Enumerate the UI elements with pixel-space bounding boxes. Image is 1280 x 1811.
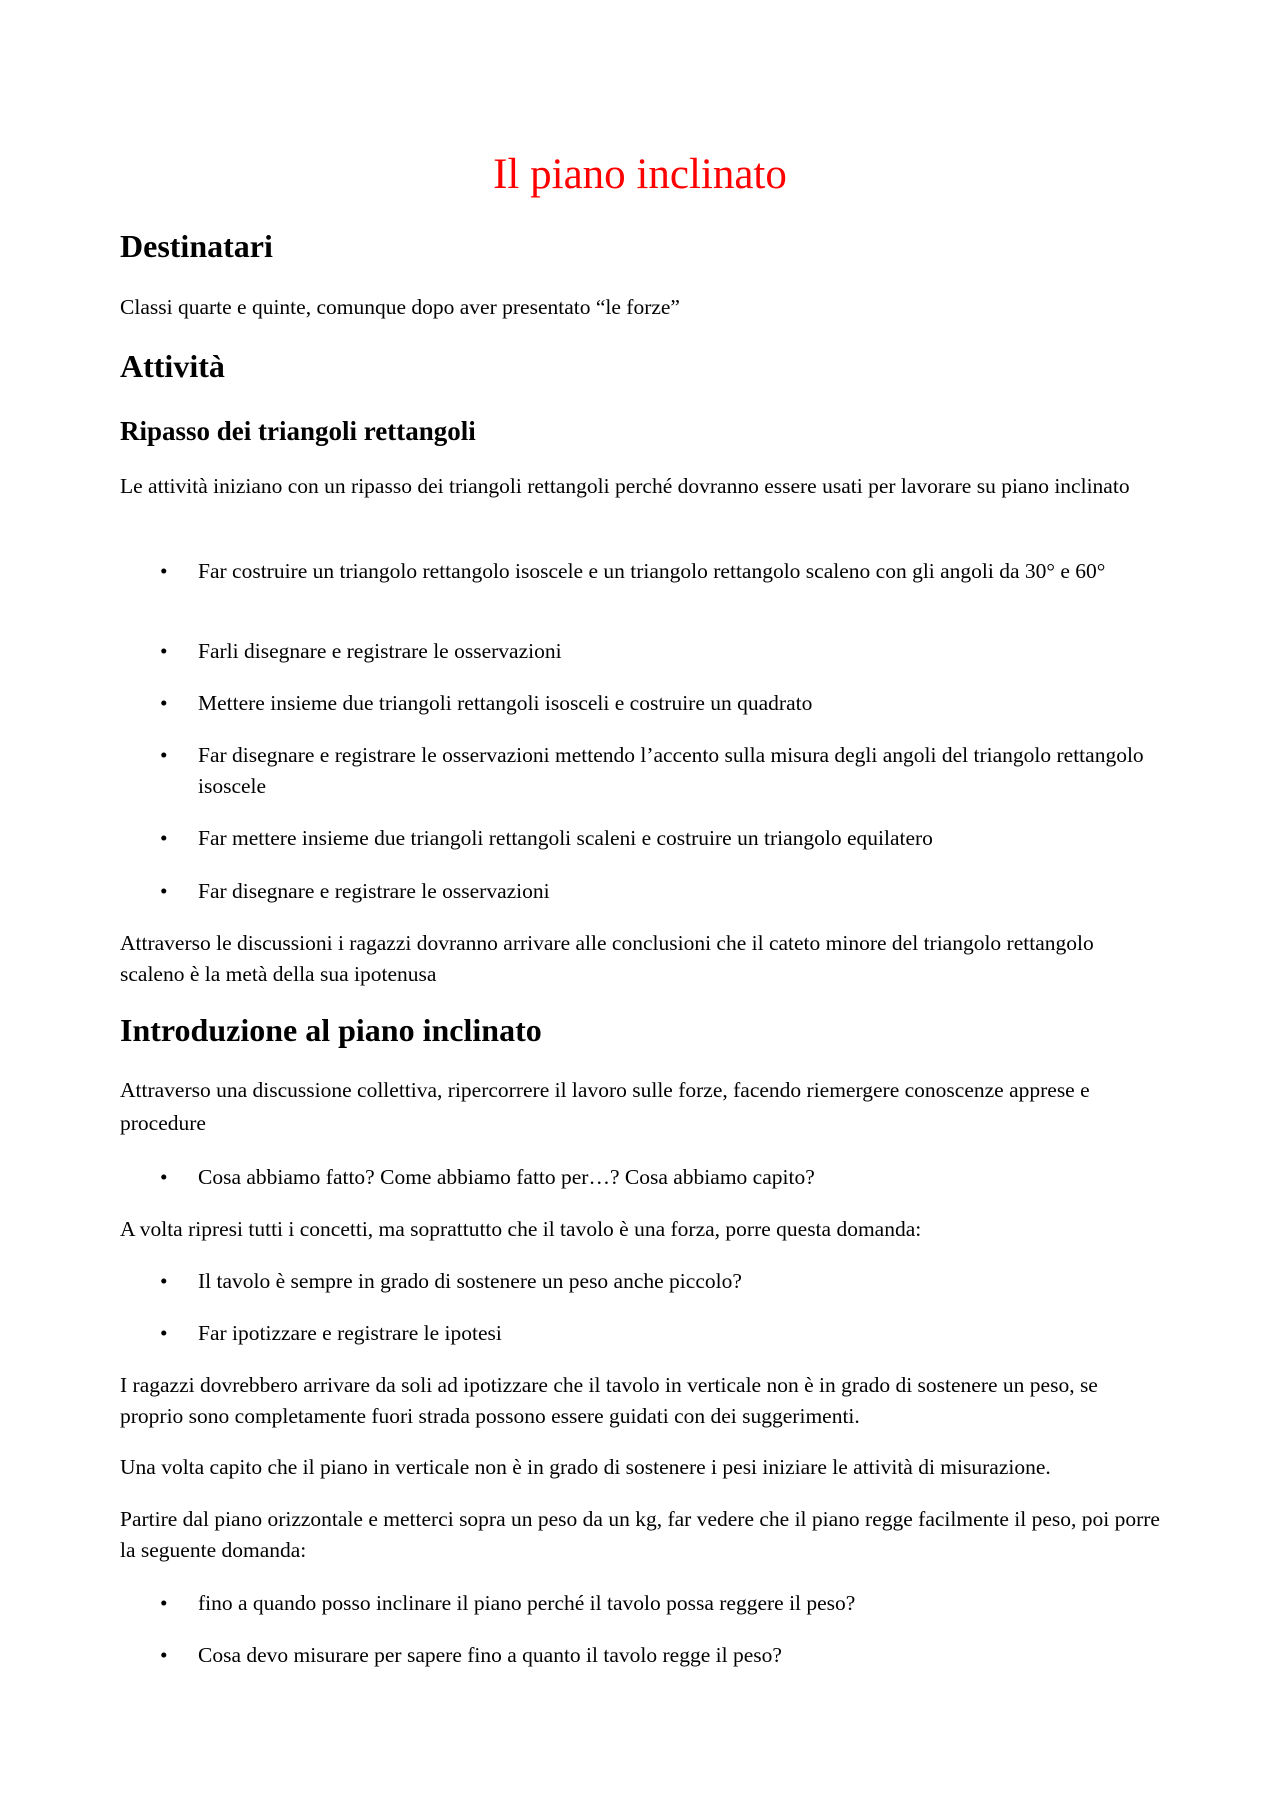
bullet-marker: • — [160, 691, 168, 715]
bullet-marker: • — [160, 1269, 168, 1293]
bullet-marker: • — [160, 879, 168, 903]
heading-ripasso: Ripasso dei triangoli rettangoli — [120, 416, 476, 446]
paragraph-ripasso-conclusion: Attraverso le discussioni i ragazzi dovranno arrivare alle conclusioni che il cateto minore del triangolo rettangolo scaleno è la metà della sua ipotenusa — [120, 931, 1094, 986]
list-item-text: Il tavolo è sempre in grado di sostenere un peso anche piccolo? — [198, 1269, 742, 1293]
list-item-text: Far costruire un triangolo rettangolo isoscele e un triangolo rettangolo scaleno con gli angoli da 30° e 60° — [198, 559, 1106, 583]
bullet-marker: • — [160, 559, 168, 583]
list-item-text: Far disegnare e registrare le osservazioni — [198, 879, 550, 903]
list-item-text: Far disegnare e registrare le osservazioni mettendo l’accento sulla misura degli angoli del triangolo rettangolo isoscele — [198, 743, 1144, 798]
list-item-text: Far ipotizzare e registrare le ipotesi — [198, 1321, 502, 1345]
list-item-text: Farli disegnare e registrare le osservazioni — [198, 639, 562, 663]
paragraph-ripasso-intro: Le attività iniziano con un ripasso dei triangoli rettangoli perché dovranno essere usati per lavorare su piano inclinato — [120, 474, 1130, 498]
paragraph-introduzione-4: Una volta capito che il piano in verticale non è in grado di sostenere i pesi iniziare le attività di misurazione. — [120, 1455, 1051, 1479]
list-item-text: Mettere insieme due triangoli rettangoli isosceli e costruire un quadrato — [198, 691, 813, 715]
list-item-text: Cosa devo misurare per sapere fino a quanto il tavolo regge il peso? — [198, 1643, 782, 1667]
heading-destinatari: Destinatari — [120, 228, 273, 264]
list-item-text: Cosa abbiamo fatto? Come abbiamo fatto per…? Cosa abbiamo capito? — [198, 1165, 815, 1189]
paragraph-introduzione-3: I ragazzi dovrebbero arrivare da soli ad ipotizzare che il tavolo in verticale non è in grado di sostenere un peso, se proprio sono completamente fuori strada possono essere guidati con dei suggerimenti. — [120, 1373, 1098, 1428]
bullet-marker: • — [160, 1321, 168, 1345]
page-title: Il piano inclinato — [493, 151, 787, 198]
bullet-marker: • — [160, 826, 168, 850]
bullet-marker: • — [160, 639, 168, 663]
bullet-marker: • — [160, 1165, 168, 1189]
paragraph-introduzione-2: A volta ripresi tutti i concetti, ma soprattutto che il tavolo è una forza, porre questa domanda: — [120, 1217, 922, 1241]
bullet-marker: • — [160, 743, 168, 767]
bullet-marker: • — [160, 1591, 168, 1615]
list-item-text: fino a quando posso inclinare il piano perché il tavolo possa reggere il peso? — [198, 1591, 856, 1615]
bullet-marker: • — [160, 1643, 168, 1667]
heading-introduzione: Introduzione al piano inclinato — [120, 1012, 542, 1048]
paragraph-introduzione-5: Partire dal piano orizzontale e metterci sopra un peso da un kg, far vedere che il piano regge facilmente il peso, poi porre la seguente domanda: — [120, 1507, 1160, 1562]
paragraph-introduzione-1: Attraverso una discussione collettiva, ripercorrere il lavoro sulle forze, facendo riemergere conoscenze apprese e procedure — [120, 1078, 1090, 1135]
heading-attivita: Attività — [120, 348, 225, 384]
paragraph-destinatari: Classi quarte e quinte, comunque dopo aver presentato “le forze” — [120, 295, 680, 319]
list-item-text: Far mettere insieme due triangoli rettangoli scaleni e costruire un triangolo equilatero — [198, 826, 933, 850]
